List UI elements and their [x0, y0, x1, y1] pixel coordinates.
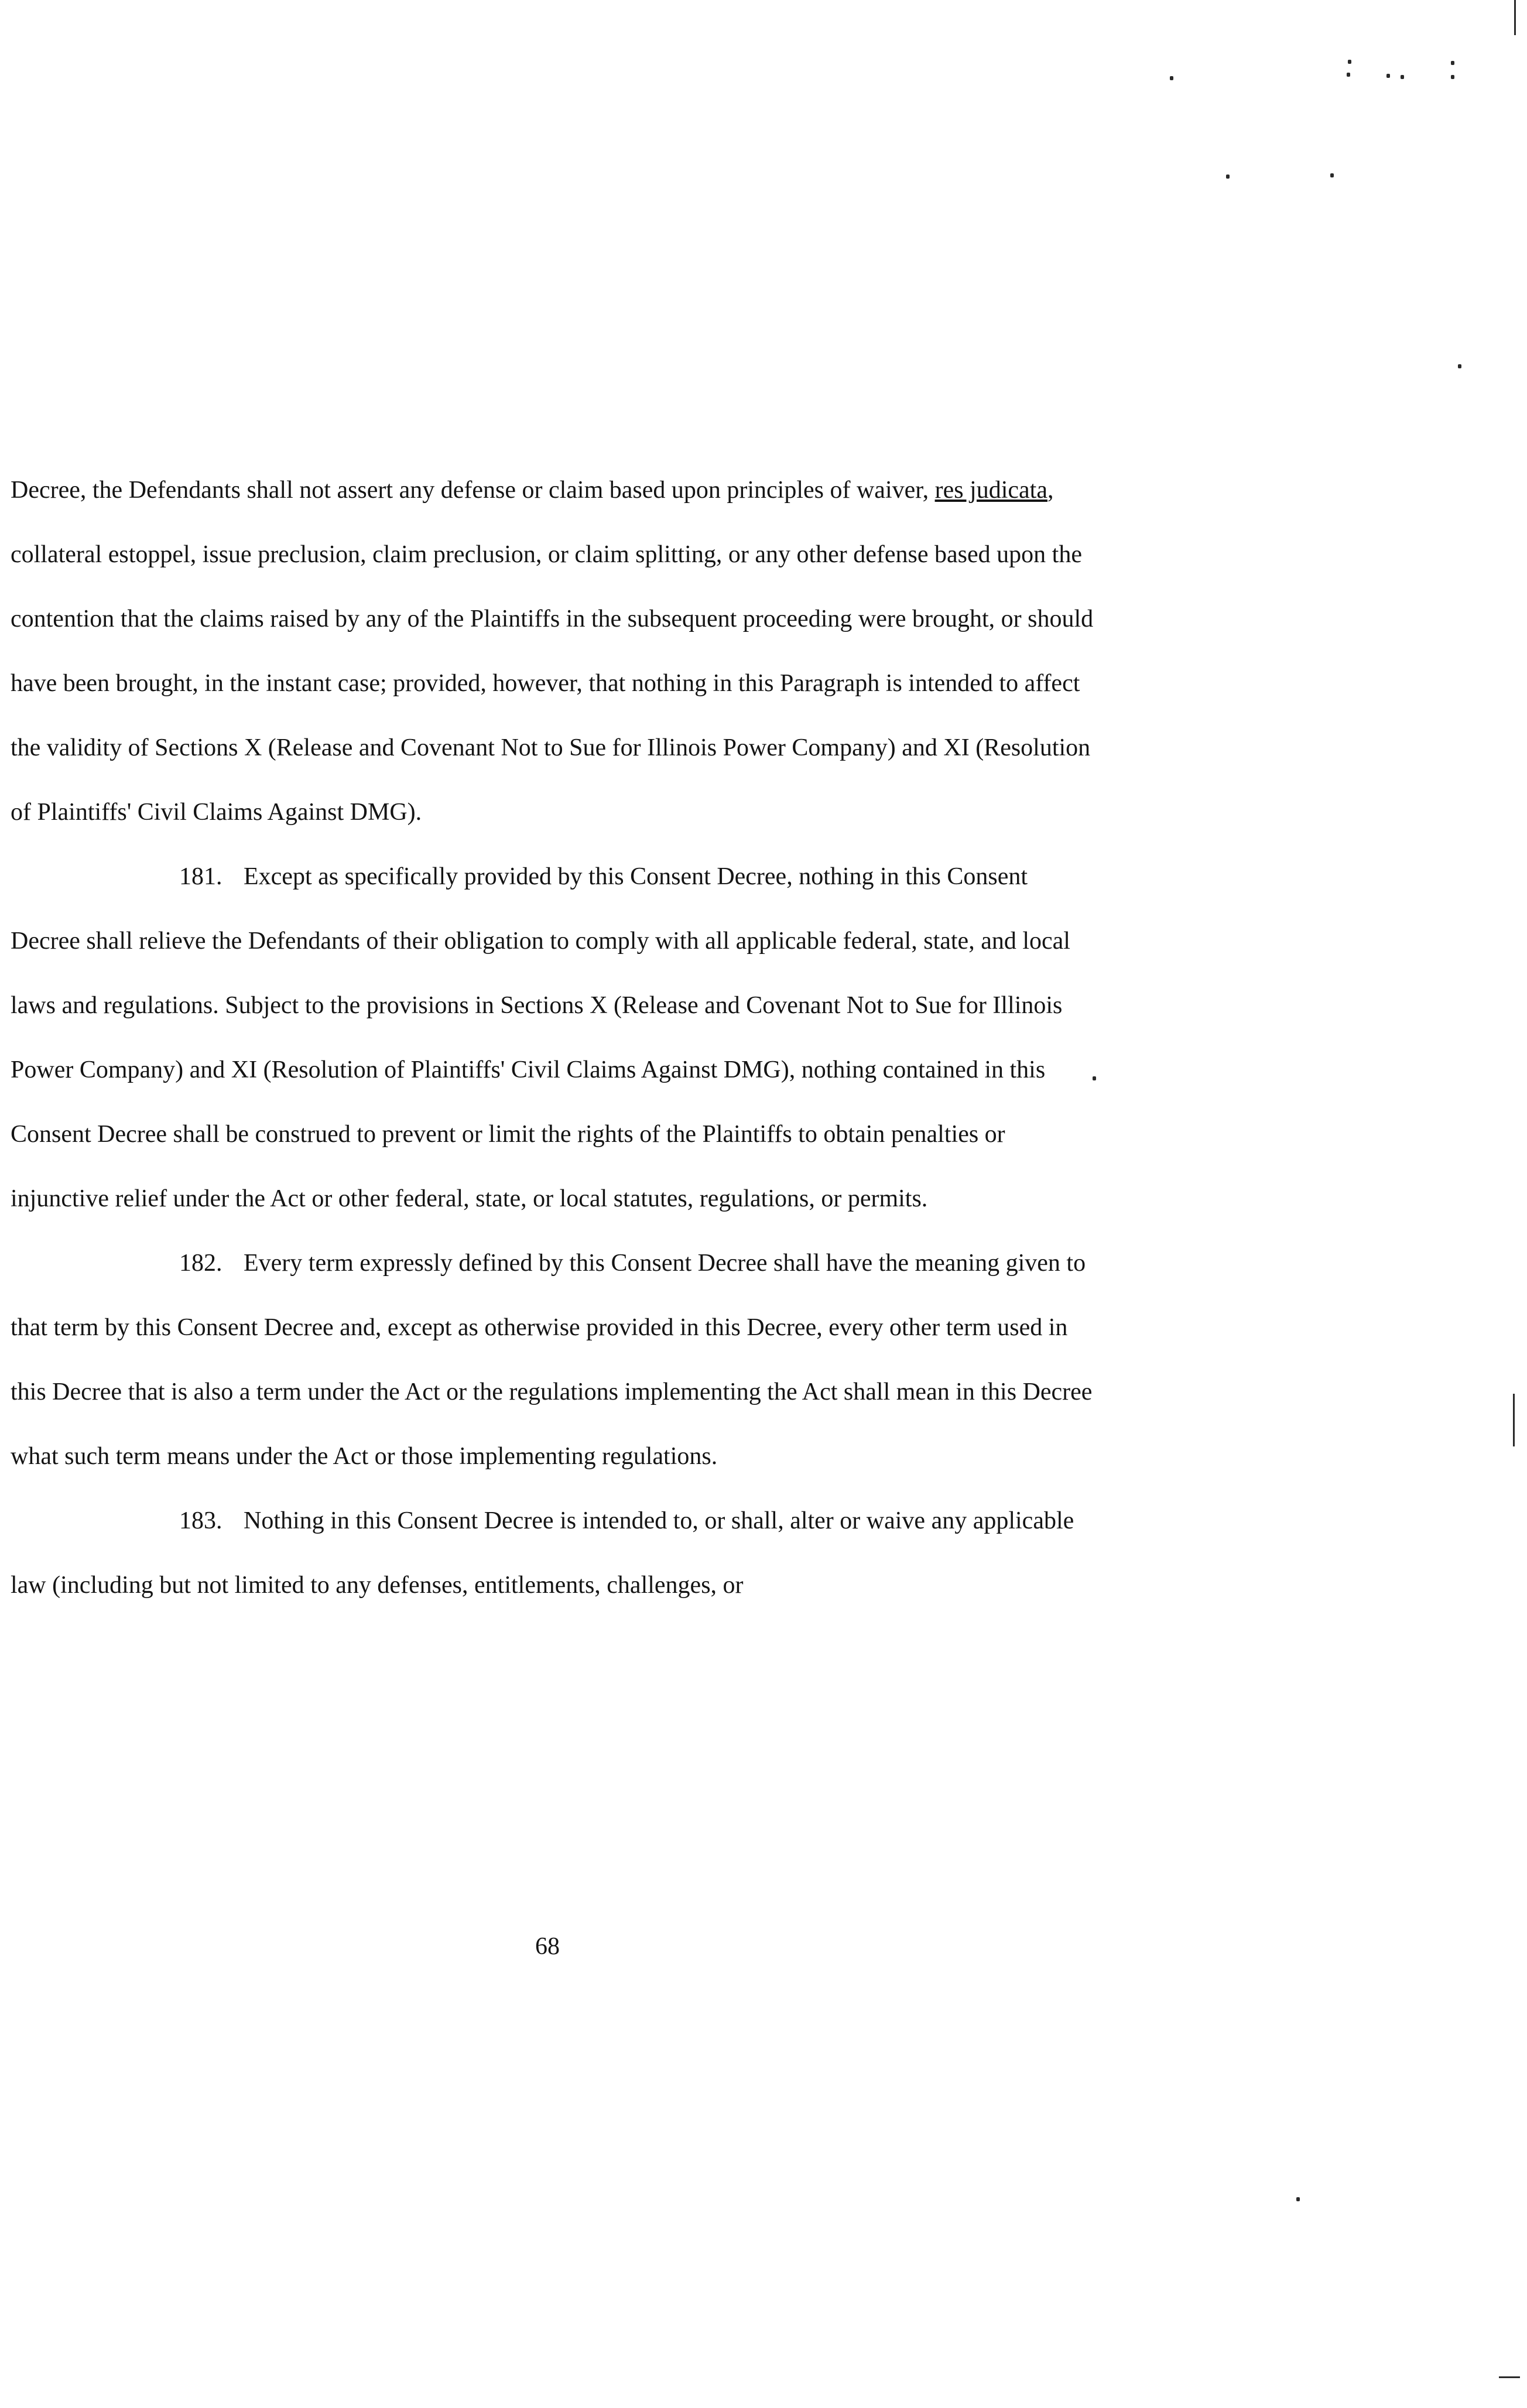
paragraph-text-183: Nothing in this Consent Decree is intended to, or shall, alter or waive any applicable law (including but not limited to any defenses, entitlements, challenges, or: [11, 1507, 1074, 1599]
paragraph-183: [11, 1489, 1100, 1617]
paragraph-number-181: 181.: [179, 863, 222, 890]
scan-speck: [1347, 73, 1350, 77]
paragraph-continued-before: Decree, the Defendants shall not assert any defense or claim based upon principles of waiver,: [11, 477, 935, 504]
document-body: [11, 458, 1100, 1617]
scan-speck: [1093, 1076, 1096, 1080]
scan-speck: [1451, 75, 1454, 79]
scan-speck: [1401, 75, 1404, 79]
paragraph-text-181: Except as specifically provided by this Consent Decree, nothing in this Consent Decree shall relieve the Defendants of their obligation to comply with all applicable federal, state, and local laws and regulations. Subject to the provisions in Sections X (Release and Covenant Not to Sue for Illinois Power Company) and XI (Resolution of Plaintiffs' Civil Claims Against DMG), nothing contained in this Consent Decree shall be construed to prevent or limit the rights of the Plaintiffs to obtain penalties or injunctive relief under the Act or other federal, state, or local statutes, regulations, or permits.: [11, 863, 1070, 1212]
scan-speck: [1296, 2197, 1300, 2201]
scan-speck: [1348, 60, 1351, 64]
scan-speck: [1330, 173, 1334, 177]
res-judicata-term: res judicata: [934, 477, 1047, 504]
paragraph-number-182: 182.: [179, 1250, 222, 1277]
scan-speck: [1386, 74, 1390, 78]
paragraph-continued: [11, 458, 1100, 844]
paragraph-182: [11, 1231, 1100, 1489]
scan-speck: [1458, 364, 1461, 368]
scan-edge-line: [1499, 2376, 1520, 2378]
paragraph-text-182: Every term expressly defined by this Consent Decree shall have the meaning given to that term by this Consent Decree and, except as otherwise provided in this Decree, every other term used in this Decree that is also a term under the Act or the regulations implementing the Act shall mean in this Decree what such term means under the Act or those implementing regulations.: [11, 1250, 1093, 1470]
paragraph-number-183: 183.: [179, 1507, 222, 1534]
scan-speck: [1170, 76, 1173, 80]
scan-speck: [1226, 175, 1230, 179]
scan-edge-line: [1513, 1394, 1515, 1446]
paragraph-181: [11, 844, 1100, 1231]
page-number: 68: [535, 1933, 560, 1960]
scan-speck: [1451, 61, 1454, 65]
scan-edge-line: [1514, 0, 1516, 35]
paragraph-continued-after: , collateral estoppel, issue preclusion, claim preclusion, or claim splitting, or any other defense based upon the contention that the claims raised by any of the Plaintiffs in the subsequent proceeding were brought, or should have been brought, in the instant case; provided, however, that nothing in this Paragraph is intended to affect the validity of Sections X (Release and Covenant Not to Sue for Illinois Power Company) and XI (Resolution of Plaintiffs' Civil Claims Against DMG).: [11, 477, 1094, 826]
